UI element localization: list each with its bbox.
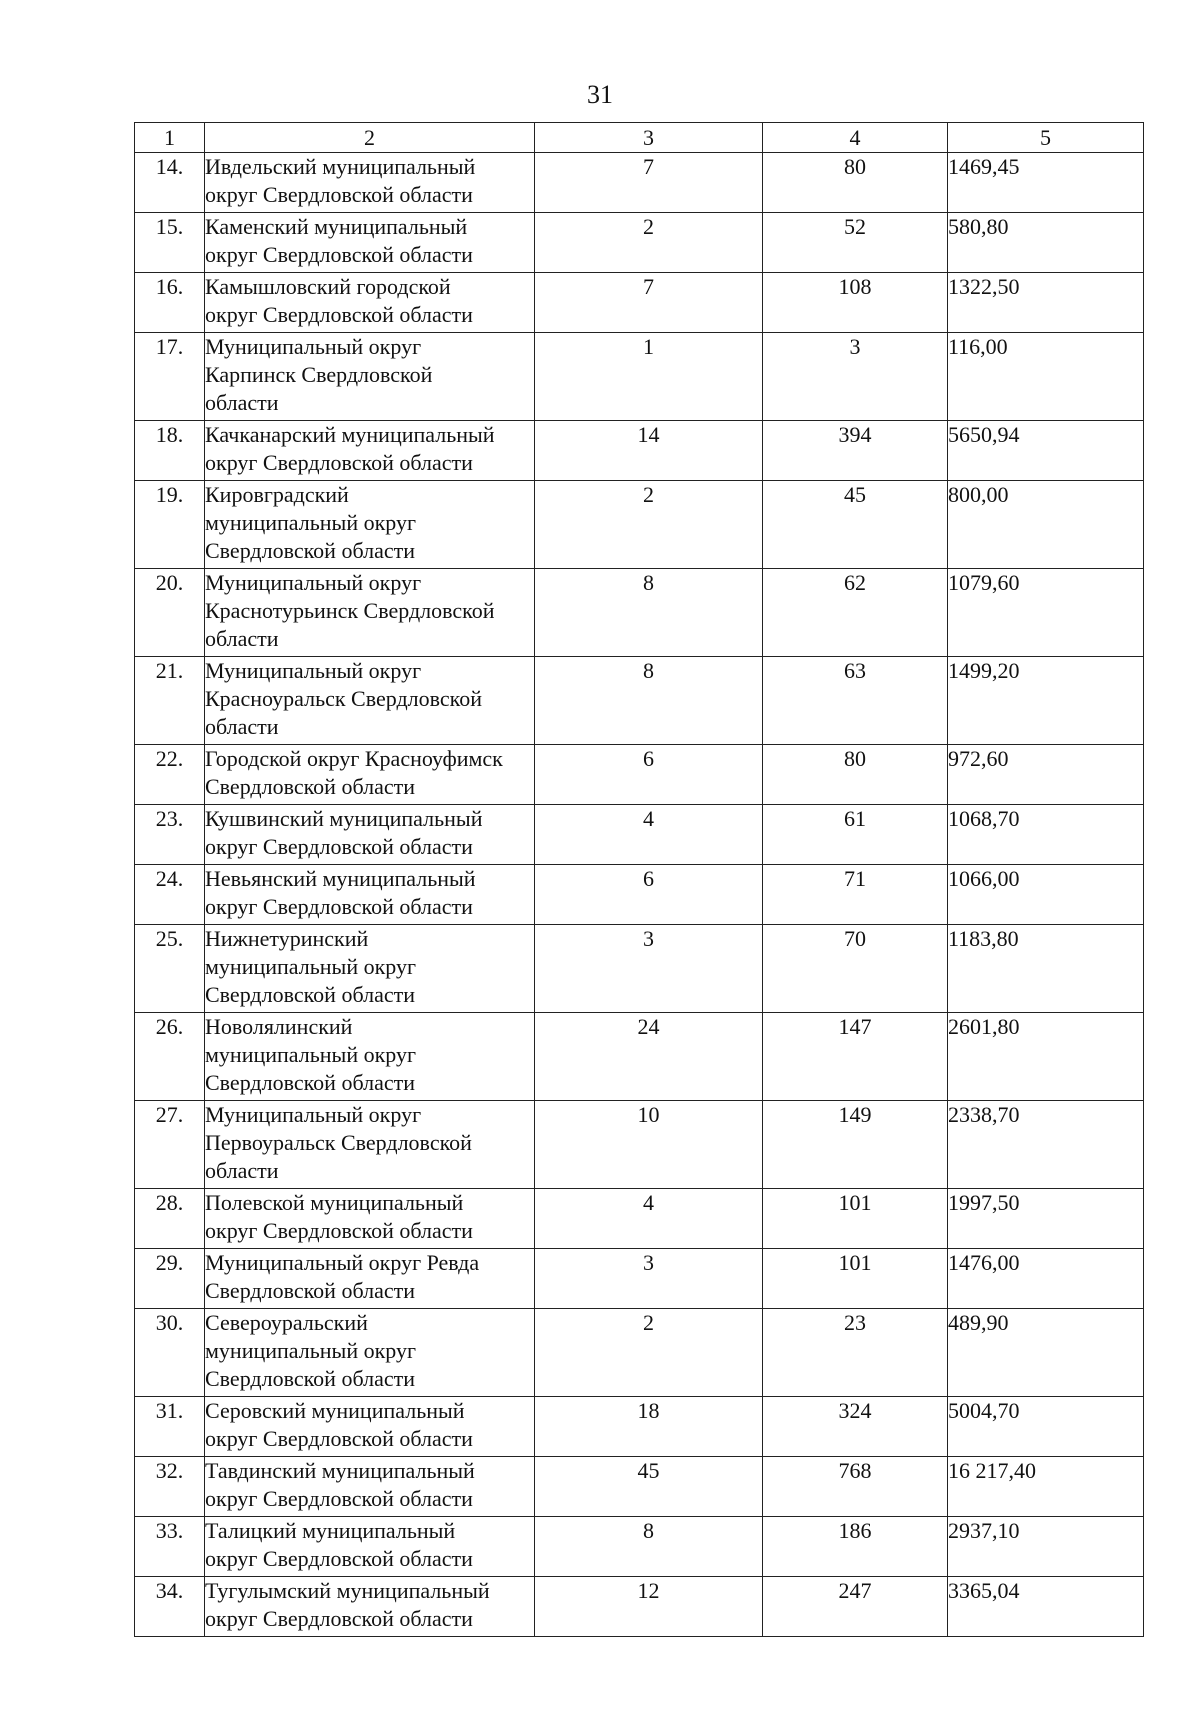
column-3-value: 2 bbox=[535, 481, 763, 569]
column-5-value: 3365,04 bbox=[948, 1577, 1144, 1637]
data-table bbox=[134, 122, 1144, 1637]
table-header-row bbox=[135, 123, 1144, 153]
table-row bbox=[135, 153, 1144, 213]
column-4-value: 147 bbox=[763, 1013, 948, 1101]
column-5-value: 1066,00 bbox=[948, 865, 1144, 925]
row-number: 14. bbox=[135, 153, 205, 213]
column-4-value: 61 bbox=[763, 805, 948, 865]
table-row bbox=[135, 1249, 1144, 1309]
column-3-value: 18 bbox=[535, 1397, 763, 1457]
table-row bbox=[135, 805, 1144, 865]
column-4-value: 149 bbox=[763, 1101, 948, 1189]
column-4-value: 63 bbox=[763, 657, 948, 745]
table-row bbox=[135, 1309, 1144, 1397]
column-5-value: 5650,94 bbox=[948, 421, 1144, 481]
column-5-value: 2937,10 bbox=[948, 1517, 1144, 1577]
column-4-value: 3 bbox=[763, 333, 948, 421]
table-row bbox=[135, 569, 1144, 657]
column-5-value: 1322,50 bbox=[948, 273, 1144, 333]
row-number: 32. bbox=[135, 1457, 205, 1517]
column-header: 5 bbox=[948, 123, 1144, 153]
column-3-value: 2 bbox=[535, 213, 763, 273]
column-3-value: 8 bbox=[535, 569, 763, 657]
municipality-name: Каменский муниципальный округ Свердловской области bbox=[205, 213, 535, 273]
municipality-name: Камышловский городской округ Свердловской области bbox=[205, 273, 535, 333]
column-3-value: 10 bbox=[535, 1101, 763, 1189]
column-5-value: 1183,80 bbox=[948, 925, 1144, 1013]
column-4-value: 71 bbox=[763, 865, 948, 925]
column-3-value: 4 bbox=[535, 1189, 763, 1249]
row-number: 24. bbox=[135, 865, 205, 925]
table-row bbox=[135, 333, 1144, 421]
column-3-value: 7 bbox=[535, 273, 763, 333]
column-4-value: 80 bbox=[763, 745, 948, 805]
page-number: 31 bbox=[587, 80, 613, 109]
table-row bbox=[135, 925, 1144, 1013]
table-row bbox=[135, 213, 1144, 273]
municipality-name: Муниципальный округ Ревда Свердловской области bbox=[205, 1249, 535, 1309]
column-3-value: 12 bbox=[535, 1577, 763, 1637]
column-3-value: 3 bbox=[535, 1249, 763, 1309]
table-row bbox=[135, 1189, 1144, 1249]
row-number: 25. bbox=[135, 925, 205, 1013]
column-5-value: 116,00 bbox=[948, 333, 1144, 421]
column-5-value: 2601,80 bbox=[948, 1013, 1144, 1101]
municipality-name: Североуральский муниципальный округ Свердловской области bbox=[205, 1309, 535, 1397]
column-4-value: 45 bbox=[763, 481, 948, 569]
row-number: 20. bbox=[135, 569, 205, 657]
row-number: 29. bbox=[135, 1249, 205, 1309]
column-4-value: 108 bbox=[763, 273, 948, 333]
municipality-name: Муниципальный округ Красноуральск Свердловской области bbox=[205, 657, 535, 745]
column-5-value: 800,00 bbox=[948, 481, 1144, 569]
column-3-value: 1 bbox=[535, 333, 763, 421]
table-row bbox=[135, 421, 1144, 481]
column-header: 1 bbox=[135, 123, 205, 153]
municipality-name: Городской округ Красноуфимск Свердловской области bbox=[205, 745, 535, 805]
column-4-value: 394 bbox=[763, 421, 948, 481]
column-5-value: 16 217,40 bbox=[948, 1457, 1144, 1517]
municipality-name: Талицкий муниципальный округ Свердловской области bbox=[205, 1517, 535, 1577]
column-5-value: 580,80 bbox=[948, 213, 1144, 273]
column-4-value: 101 bbox=[763, 1249, 948, 1309]
row-number: 30. bbox=[135, 1309, 205, 1397]
table-row bbox=[135, 1397, 1144, 1457]
table-row bbox=[135, 481, 1144, 569]
row-number: 17. bbox=[135, 333, 205, 421]
column-3-value: 8 bbox=[535, 657, 763, 745]
column-5-value: 1079,60 bbox=[948, 569, 1144, 657]
column-4-value: 247 bbox=[763, 1577, 948, 1637]
column-3-value: 4 bbox=[535, 805, 763, 865]
row-number: 15. bbox=[135, 213, 205, 273]
column-5-value: 5004,70 bbox=[948, 1397, 1144, 1457]
municipality-name: Тавдинский муниципальный округ Свердловской области bbox=[205, 1457, 535, 1517]
municipality-name: Муниципальный округ Первоуральск Свердловской области bbox=[205, 1101, 535, 1189]
row-number: 18. bbox=[135, 421, 205, 481]
column-5-value: 1499,20 bbox=[948, 657, 1144, 745]
column-5-value: 1469,45 bbox=[948, 153, 1144, 213]
column-3-value: 45 bbox=[535, 1457, 763, 1517]
municipality-name: Серовский муниципальный округ Свердловской области bbox=[205, 1397, 535, 1457]
row-number: 33. bbox=[135, 1517, 205, 1577]
table-row bbox=[135, 1517, 1144, 1577]
row-number: 31. bbox=[135, 1397, 205, 1457]
row-number: 28. bbox=[135, 1189, 205, 1249]
column-header: 3 bbox=[535, 123, 763, 153]
column-3-value: 6 bbox=[535, 865, 763, 925]
table-row bbox=[135, 657, 1144, 745]
table-row bbox=[135, 1457, 1144, 1517]
column-4-value: 768 bbox=[763, 1457, 948, 1517]
municipality-name: Нижнетуринский муниципальный округ Свердловской области bbox=[205, 925, 535, 1013]
municipality-name: Ивдельский муниципальный округ Свердловской области bbox=[205, 153, 535, 213]
municipality-name: Полевской муниципальный округ Свердловской области bbox=[205, 1189, 535, 1249]
row-number: 19. bbox=[135, 481, 205, 569]
table-row bbox=[135, 1577, 1144, 1637]
row-number: 22. bbox=[135, 745, 205, 805]
column-3-value: 6 bbox=[535, 745, 763, 805]
column-4-value: 324 bbox=[763, 1397, 948, 1457]
municipality-name: Муниципальный округ Краснотурьинск Свердловской области bbox=[205, 569, 535, 657]
municipality-name: Муниципальный округ Карпинск Свердловской области bbox=[205, 333, 535, 421]
municipality-name: Новолялинский муниципальный округ Свердловской области bbox=[205, 1013, 535, 1101]
municipality-name: Тугулымский муниципальный округ Свердловской области bbox=[205, 1577, 535, 1637]
column-5-value: 1997,50 bbox=[948, 1189, 1144, 1249]
column-4-value: 101 bbox=[763, 1189, 948, 1249]
row-number: 34. bbox=[135, 1577, 205, 1637]
column-5-value: 972,60 bbox=[948, 745, 1144, 805]
municipality-name: Качканарский муниципальный округ Свердловской области bbox=[205, 421, 535, 481]
column-4-value: 23 bbox=[763, 1309, 948, 1397]
table-row bbox=[135, 1013, 1144, 1101]
column-4-value: 80 bbox=[763, 153, 948, 213]
column-4-value: 62 bbox=[763, 569, 948, 657]
municipality-name: Кировградский муниципальный округ Свердловской области bbox=[205, 481, 535, 569]
column-3-value: 8 bbox=[535, 1517, 763, 1577]
column-5-value: 1476,00 bbox=[948, 1249, 1144, 1309]
table-row bbox=[135, 745, 1144, 805]
row-number: 27. bbox=[135, 1101, 205, 1189]
column-4-value: 70 bbox=[763, 925, 948, 1013]
column-5-value: 2338,70 bbox=[948, 1101, 1144, 1189]
column-5-value: 1068,70 bbox=[948, 805, 1144, 865]
municipality-name: Кушвинский муниципальный округ Свердловской области bbox=[205, 805, 535, 865]
column-header: 2 bbox=[205, 123, 535, 153]
column-header: 4 bbox=[763, 123, 948, 153]
row-number: 26. bbox=[135, 1013, 205, 1101]
column-3-value: 2 bbox=[535, 1309, 763, 1397]
column-3-value: 14 bbox=[535, 421, 763, 481]
row-number: 21. bbox=[135, 657, 205, 745]
column-4-value: 186 bbox=[763, 1517, 948, 1577]
column-3-value: 3 bbox=[535, 925, 763, 1013]
column-3-value: 7 bbox=[535, 153, 763, 213]
row-number: 16. bbox=[135, 273, 205, 333]
column-5-value: 489,90 bbox=[948, 1309, 1144, 1397]
table-row bbox=[135, 1101, 1144, 1189]
column-3-value: 24 bbox=[535, 1013, 763, 1101]
column-4-value: 52 bbox=[763, 213, 948, 273]
municipality-name: Невьянский муниципальный округ Свердловской области bbox=[205, 865, 535, 925]
table-row bbox=[135, 273, 1144, 333]
table-row bbox=[135, 865, 1144, 925]
row-number: 23. bbox=[135, 805, 205, 865]
